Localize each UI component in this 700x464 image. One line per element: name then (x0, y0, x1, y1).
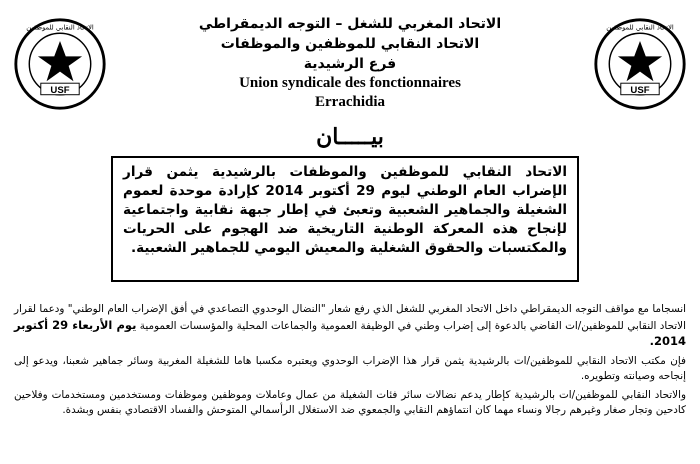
paragraph-1 (14, 302, 686, 351)
usf-logo-left (12, 16, 108, 112)
usf-logo-right-text: USF (630, 84, 650, 96)
strike-date: يوم الأربعاء 29 أكتوبر 2014. (14, 317, 686, 348)
letterhead (120, 12, 580, 112)
header-line-1: الاتحاد المغربي للشغل – التوجه الديمقراطي (198, 16, 502, 32)
statement-title: بيـــــان (316, 124, 384, 150)
statement-summary-box: الاتحاد النقابي للموظفين والموظفات بالرشيدية يثمن قرار الإضراب العام الوطني ليوم 29 أكتوبر 2014 كإرادة موحدة لعموم الشغيلة والجماهير الشعبية وتعبئ في إطار جبهة نقابية واجتماعية لإنجاح هذه المعركة الوطنية التاريخية ضد الهجوم على الحريات والمكتسبات والحقوق الشغلية والمعيش اليومي للجماهير الشعبية. (111, 156, 579, 282)
header-line-2: الاتحاد النقابي للموظفين والموظفات (220, 36, 480, 52)
header-line-3: فرع الرشيدية (303, 56, 397, 72)
usf-logo-right (592, 16, 688, 112)
paragraph-1-text: انسجاما مع مواقف التوجه الديمقراطي داخل الاتحاد المغربي للشغل الذي رفع شعار "النضال الوحدوي التصاعدي في أفق الإضراب العام الوطني" ودعما لقرار الاتحاد النقابي للموظفين/ات القاضي بالدعوة إلى إضراب وطني في الوظيفة العمومية والجماعات المحلية والمؤسسات العمومية (14, 303, 686, 332)
usf-logo-left-text: USF (50, 84, 70, 96)
header-french-line-1: Union syndicale des fonctionnaires (239, 75, 461, 91)
paragraph-2: فإن مكتب الاتحاد النقابي للموظفين/ات بالرشيدية يثمن قرار هذا الإضراب الوحدوي ويعتبره مكسبا هاما للشغيلة المغربية وسائر جماهير شعبنا، ويدعو إلى إنجاحه وصيانته وتطويره. (14, 354, 686, 382)
paragraph-3: والاتحاد النقابي للموظفين/ات بالرشيدية كإطار يدعم نضالات سائر فئات الشغيلة من عمال وعاملات وموظفين وموظفات ومستخدمين ومستخدمات وفلاحين كادحين وتجار صغار وغيرهم رجالا ونساء مهما كان انتماؤهم النقابي والجمعوي ضد الاستغلال الرأسمالي المتوحش والفساد الاقتصادي بنفس وبشدة. (14, 388, 686, 416)
usf-logo-left-arc: الاتحاد النقابي للموظفين (26, 23, 94, 32)
usf-logo-right-arc: الاتحاد النقابي للموظفين (606, 23, 674, 32)
statement-body (14, 302, 686, 422)
header-french-line-2: Errachidia (315, 94, 385, 110)
